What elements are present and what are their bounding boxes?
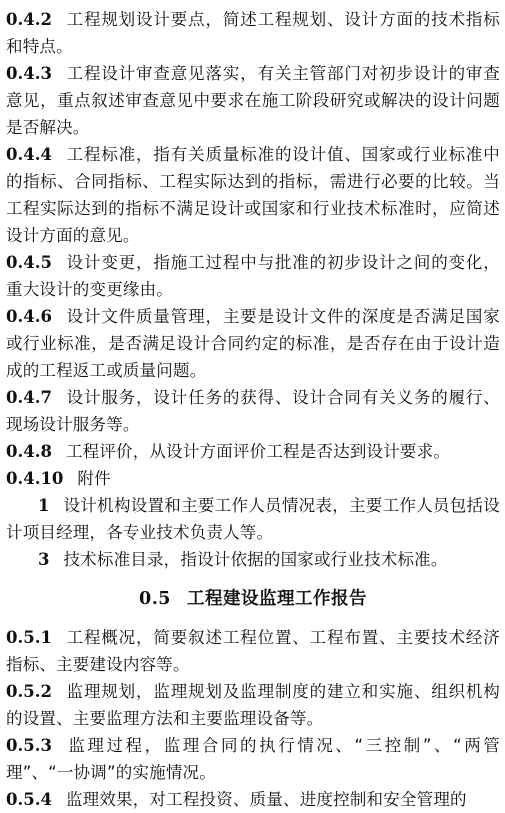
clause-0-4-10 — [6, 465, 500, 492]
clause-number: 0.5.3 — [6, 736, 52, 755]
clause-0-5-2 — [6, 678, 500, 732]
clause-text: 工程设计审查意见落实，有关主管部门对初步设计的审查意见，重点叙述审查意见中要求在施工阶段研究或解决的设计问题是否解决。 — [6, 64, 500, 137]
clause-0-4-8 — [6, 438, 500, 465]
item-text: 技术标准目录，指设计依据的国家或行业技术标准。 — [63, 550, 448, 569]
item-number: 1 — [38, 496, 50, 515]
clause-0-4-5 — [6, 249, 500, 303]
section-number: 0.5 — [139, 589, 171, 609]
document-page — [6, 6, 500, 813]
clause-number: 0.5.4 — [6, 790, 52, 809]
clause-number: 0.4.6 — [6, 307, 52, 326]
item-number: 3 — [38, 550, 50, 569]
clause-number: 0.4.7 — [6, 388, 52, 407]
clause-number: 0.5.1 — [6, 628, 52, 647]
clause-text: 工程概况，简要叙述工程位置、工程布置、主要技术经济指标、主要建设内容等。 — [6, 628, 500, 674]
clause-number: 0.4.4 — [6, 145, 52, 164]
clause-number: 0.5.2 — [6, 682, 52, 701]
clause-number: 0.4.10 — [6, 469, 64, 488]
clause-text: 工程评价，从设计方面评价工程是否达到设计要求。 — [65, 442, 451, 461]
clause-text: 监理过程，监理合同的执行情况、“三控制”、“两管理”、“一协调”的实施情况。 — [6, 736, 500, 782]
clause-text: 监理规划，监理规划及监理制度的建立和实施、组织机构的设置、主要监理方法和主要监理设备等。 — [6, 682, 500, 728]
attachment-item-3 — [6, 546, 500, 573]
attachment-item-1 — [6, 492, 500, 546]
clause-text: 设计文件质量管理，主要是设计文件的深度是否满足国家或行业标准，是否满足设计合同约定的标准，是否存在由于设计造成的工程返工或质量问题。 — [6, 307, 500, 380]
clause-text: 监理效果，对工程投资、质量、进度控制和安全管理的 — [65, 790, 467, 809]
clause-0-4-3 — [6, 60, 500, 141]
clause-0-4-6 — [6, 303, 500, 384]
clause-number: 0.4.2 — [6, 10, 52, 29]
clause-0-5-4 — [6, 786, 500, 813]
section-heading — [6, 586, 500, 613]
clause-0-4-2 — [6, 6, 500, 60]
clause-number: 0.4.3 — [6, 64, 52, 83]
clause-text: 工程规划设计要点，简述工程规划、设计方面的技术指标和特点。 — [6, 10, 500, 56]
clause-0-5-3 — [6, 732, 500, 786]
clause-text: 设计变更，指施工过程中与批准的初步设计之间的变化，重大设计的变更缘由。 — [6, 253, 500, 299]
clause-text: 设计服务，设计任务的获得、设计合同有关义务的履行、现场设计服务等。 — [6, 388, 500, 434]
clause-number: 0.4.8 — [6, 442, 52, 461]
clause-text: 工程标准，指有关质量标准的设计值、国家或行业标准中的指标、合同指标、工程实际达到的指标，需进行必要的比较。当工程实际达到的指标不满足设计或国家和行业技术标准时，应简述设计方面的意见。 — [6, 145, 500, 245]
item-text: 设计机构设置和主要工作人员情况表，主要工作人员包括设计项目经理，各专业技术负责人等。 — [6, 496, 500, 542]
clause-0-4-4 — [6, 141, 500, 249]
section-title-text: 工程建设监理工作报告 — [186, 589, 367, 609]
clause-0-5-1 — [6, 624, 500, 678]
clause-0-4-7 — [6, 384, 500, 438]
clause-text: 附件 — [77, 469, 111, 488]
clause-number: 0.4.5 — [6, 253, 52, 272]
